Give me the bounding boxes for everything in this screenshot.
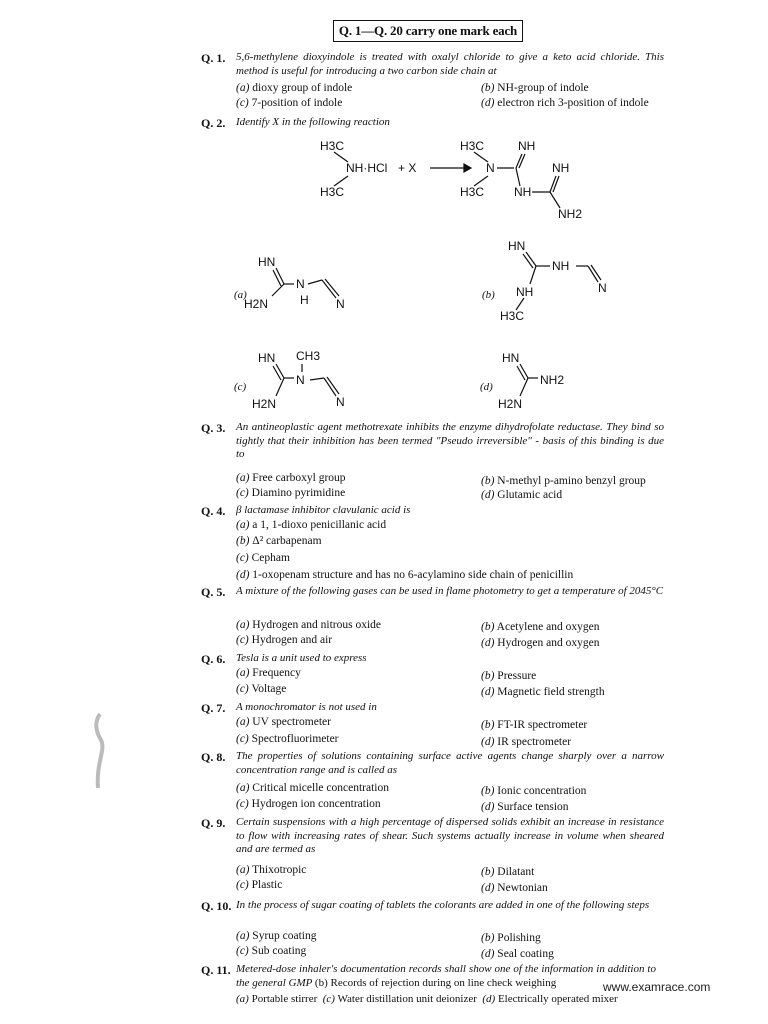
atom-label: NH <box>514 185 532 199</box>
option-a: (a) Hydrogen and nitrous oxide <box>236 619 382 631</box>
question-stem: Metered-dose inhaler's documentation records shall show one of the information in addition to the general GMP (b) Records of rejection during on line check weighing <box>236 963 656 989</box>
svg-text:HN: HN <box>258 255 276 269</box>
svg-text:HN: HN <box>508 239 526 253</box>
atom-label: NH <box>518 139 536 153</box>
question-number: Q. 1. <box>201 51 226 65</box>
option-b: (b) Δ² carbapenam <box>236 535 322 547</box>
atom-label: NH·HCl <box>346 161 388 175</box>
option-a-structure <box>232 252 362 322</box>
option-d: (d) Magnetic field strength <box>481 686 605 698</box>
option-a: (a) Critical micelle concentration <box>236 782 389 794</box>
svg-text:NH2: NH2 <box>540 373 565 387</box>
question-stem: The properties of solutions containing surface active agents change sharply over a narrow concentration range and is called as <box>236 750 664 776</box>
atom-label: H3C <box>460 185 485 199</box>
question-stem: A monochromator is not used in <box>236 701 377 713</box>
svg-text:HN: HN <box>502 351 520 365</box>
option-b: (b) Polishing <box>481 932 541 944</box>
svg-text:(c): (c) <box>234 381 247 393</box>
option-a: (a) UV spectrometer <box>236 716 331 728</box>
svg-text:(d): (d) <box>480 381 493 393</box>
option-b: (b) Ionic concentration <box>481 785 587 797</box>
question-stem: Tesla is a unit used to express <box>236 652 367 664</box>
question-stem: In the process of sugar coating of tablets the colorants are added in one of the following steps <box>236 899 650 911</box>
option-b: (b) FT-IR spectrometer <box>481 719 588 731</box>
atom-label: NH <box>552 161 570 175</box>
question-stem: β lactamase inhibitor clavulanic acid is <box>236 504 411 516</box>
svg-text:NH: NH <box>552 259 570 273</box>
question-number: Q. 6. <box>201 652 226 666</box>
question-number: Q. 5. <box>201 585 226 599</box>
svg-text:CH3: CH3 <box>296 349 321 363</box>
option-b: (b) NH-group of indole <box>481 82 589 94</box>
source-watermark: www.examrace.com <box>603 980 711 994</box>
option-a: (a) Free carboxyl group <box>236 472 346 484</box>
option-c: (c) Voltage <box>236 683 287 695</box>
atom-label: N <box>486 161 495 175</box>
question-number: Q. 4. <box>201 504 226 518</box>
question-stem: An antineoplastic agent methotrexate inhibits the enzyme dihydrofolate reductase. They bind so tightly that their inhibition has been termed "Pseudo irreversible" - basis of this binding is due to <box>236 421 664 460</box>
option-c: (c) Hydrogen and air <box>236 634 333 646</box>
atom-label: NH2 <box>558 207 583 221</box>
option-b-structure <box>480 236 620 328</box>
svg-text:N: N <box>336 395 345 409</box>
option-c: (c) Diamino pyrimidine <box>236 487 346 499</box>
section-header: Q. 1—Q. 20 carry one mark each <box>333 20 523 42</box>
question-number: Q. 11. <box>201 963 231 977</box>
question-number: Q. 10. <box>201 899 232 913</box>
question-number: Q. 2. <box>201 116 226 130</box>
question-stem: Certain suspensions with a high percentage of dispersed solids exhibit an increase in resistance to flow with increasing rates of shear. Such systems actually increase in volume when sheared and are termed as <box>236 816 664 855</box>
option-d: (d) 1-oxopenam structure and has no 6-acylamino side chain of penicillin <box>236 569 574 581</box>
option-b: (b) Acetylene and oxygen <box>481 621 600 633</box>
svg-text:(a): (a) <box>234 289 247 301</box>
option-d: (d) Hydrogen and oxygen <box>481 637 600 649</box>
question-number: Q. 3. <box>201 421 226 435</box>
svg-text:H2N: H2N <box>244 297 269 311</box>
svg-text:(b): (b) <box>482 289 495 301</box>
svg-text:H3C: H3C <box>500 309 525 323</box>
option-a: (a) Thixotropic <box>236 864 307 876</box>
svg-text:HN: HN <box>258 351 276 365</box>
option-c: (c) Hydrogen ion concentration <box>236 798 381 810</box>
question-stem: Identify X in the following reaction <box>236 116 390 128</box>
option-d: (d) electron rich 3-position of indole <box>481 97 649 109</box>
option-b: (b) Pressure <box>481 670 537 682</box>
svg-text:N: N <box>296 277 305 291</box>
option-d-structure <box>478 344 598 416</box>
option-c-structure <box>232 344 362 414</box>
svg-text:H: H <box>300 293 309 307</box>
option-c: (c) 7-position of indole <box>236 97 343 109</box>
svg-text:N: N <box>296 373 305 387</box>
scan-smudge <box>92 712 110 790</box>
option-c: (c) Cepham <box>236 552 290 564</box>
option-c: (c) Spectrofluorimeter <box>236 733 339 745</box>
option-a: (a) a 1, 1-dioxo penicillanic acid <box>236 519 387 531</box>
option-c: (c) Sub coating <box>236 945 307 957</box>
svg-text:H2N: H2N <box>252 397 277 411</box>
option-c: (c) Plastic <box>236 879 283 891</box>
atom-label: H3C <box>460 139 485 153</box>
option-d: (d) Surface tension <box>481 801 569 813</box>
atom-label: H3C <box>320 185 345 199</box>
atom-label: H3C <box>320 139 345 153</box>
question-number: Q. 7. <box>201 701 226 715</box>
svg-text:N: N <box>598 281 607 295</box>
option-d: (d) Seal coating <box>481 948 554 960</box>
reaction-scheme <box>300 130 600 230</box>
option-d: (d) Newtonian <box>481 882 548 894</box>
option-b: (b) N-methyl p-amino benzyl group <box>481 475 646 487</box>
svg-text:N: N <box>336 297 345 311</box>
option-a: (a) Frequency <box>236 667 301 679</box>
question-number: Q. 8. <box>201 750 226 764</box>
plus-x: + X <box>398 161 417 175</box>
option-d: (d) Glutamic acid <box>481 489 563 501</box>
option-a: (a) dioxy group of indole <box>236 82 353 94</box>
option-a: (a) Portable stirrer (c) Water distillation unit deionizer (d) Electrically operated mixer <box>236 993 618 1005</box>
svg-text:NH: NH <box>516 285 534 299</box>
option-b: (b) Dilatant <box>481 866 535 878</box>
question-number: Q. 9. <box>201 816 226 830</box>
question-stem: 5,6-methylene dioxyindole is treated with oxalyl chloride to give a keto acid chloride. This method is useful for introducing a two carbon side chain at <box>236 51 664 77</box>
svg-text:H2N: H2N <box>498 397 523 411</box>
question-stem: A mixture of the following gases can be used in flame photometry to get a temperature of 2045°C <box>236 585 664 597</box>
option-a: (a) Syrup coating <box>236 930 317 942</box>
option-d: (d) IR spectrometer <box>481 736 572 748</box>
